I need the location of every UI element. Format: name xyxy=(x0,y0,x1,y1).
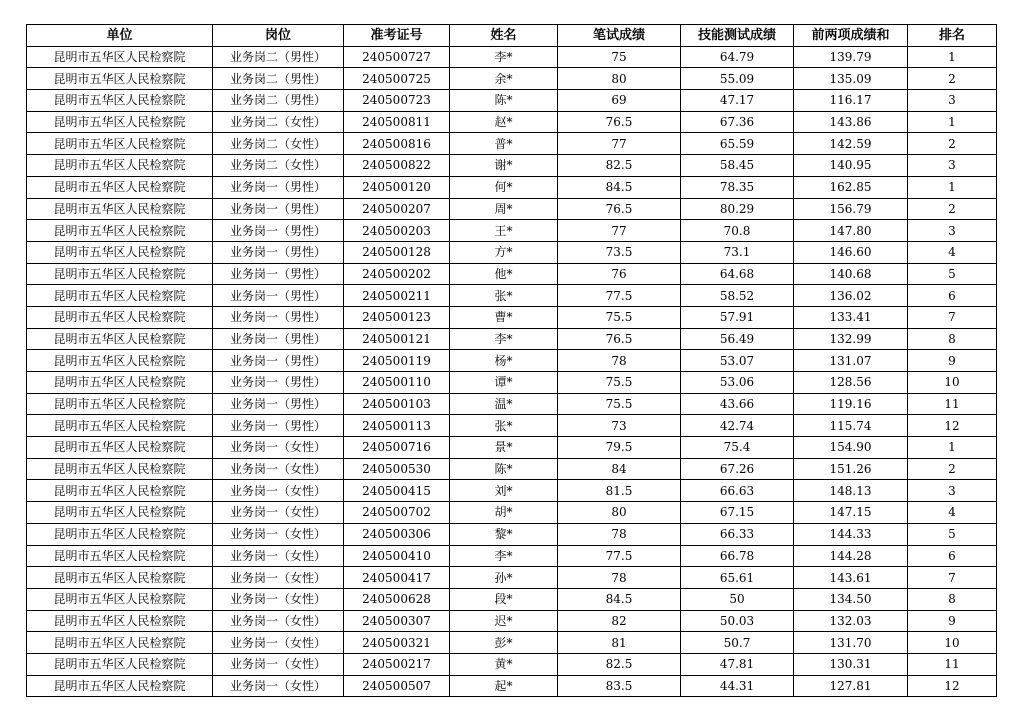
name-cell: 普* xyxy=(450,133,558,155)
exam-id-cell: 240500822 xyxy=(344,155,450,177)
total-score-cell: 144.33 xyxy=(794,523,908,545)
exam-id-cell: 240500123 xyxy=(344,306,450,328)
table-row xyxy=(27,263,997,285)
header-name: 姓名 xyxy=(450,25,558,47)
written-score-cell: 78 xyxy=(558,567,681,589)
skill-score-cell: 56.49 xyxy=(681,328,794,350)
skill-score-cell: 53.07 xyxy=(681,350,794,372)
exam-id-cell: 240500530 xyxy=(344,458,450,480)
total-score-cell: 134.50 xyxy=(794,588,908,610)
skill-score-cell: 57.91 xyxy=(681,306,794,328)
unit-cell: 昆明市五华区人民检察院 xyxy=(27,567,213,589)
written-score-cell: 77 xyxy=(558,133,681,155)
header-exam-id: 准考证号 xyxy=(344,25,450,47)
unit-cell: 昆明市五华区人民检察院 xyxy=(27,588,213,610)
name-cell: 方* xyxy=(450,241,558,263)
position-cell: 业务岗一（女性） xyxy=(213,610,344,632)
unit-cell: 昆明市五华区人民检察院 xyxy=(27,350,213,372)
table-row xyxy=(27,567,997,589)
table-row xyxy=(27,545,997,567)
name-cell: 李* xyxy=(450,545,558,567)
skill-score-cell: 66.63 xyxy=(681,480,794,502)
rank-cell: 8 xyxy=(908,588,997,610)
table-row xyxy=(27,176,997,198)
rank-cell: 2 xyxy=(908,458,997,480)
written-score-cell: 82 xyxy=(558,610,681,632)
unit-cell: 昆明市五华区人民检察院 xyxy=(27,220,213,242)
rank-cell: 2 xyxy=(908,133,997,155)
written-score-cell: 73.5 xyxy=(558,241,681,263)
written-score-cell: 84.5 xyxy=(558,588,681,610)
rank-cell: 1 xyxy=(908,176,997,198)
total-score-cell: 119.16 xyxy=(794,393,908,415)
name-cell: 谭* xyxy=(450,372,558,394)
rank-cell: 2 xyxy=(908,198,997,220)
skill-score-cell: 66.78 xyxy=(681,545,794,567)
written-score-cell: 83.5 xyxy=(558,675,681,697)
total-score-cell: 140.95 xyxy=(794,155,908,177)
unit-cell: 昆明市五华区人民检察院 xyxy=(27,480,213,502)
header-written-score: 笔试成绩 xyxy=(558,25,681,47)
total-score-cell: 140.68 xyxy=(794,263,908,285)
unit-cell: 昆明市五华区人民检察院 xyxy=(27,155,213,177)
written-score-cell: 76 xyxy=(558,263,681,285)
written-score-cell: 77 xyxy=(558,220,681,242)
table-row xyxy=(27,241,997,263)
rank-cell: 3 xyxy=(908,155,997,177)
exam-id-cell: 240500628 xyxy=(344,588,450,610)
written-score-cell: 80 xyxy=(558,68,681,90)
table-row xyxy=(27,285,997,307)
name-cell: 余* xyxy=(450,68,558,90)
written-score-cell: 75.5 xyxy=(558,306,681,328)
position-cell: 业务岗一（男性） xyxy=(213,372,344,394)
table-row xyxy=(27,480,997,502)
total-score-cell: 162.85 xyxy=(794,176,908,198)
rank-cell: 12 xyxy=(908,415,997,437)
skill-score-cell: 78.35 xyxy=(681,176,794,198)
unit-cell: 昆明市五华区人民检察院 xyxy=(27,111,213,133)
rank-cell: 4 xyxy=(908,502,997,524)
exam-id-cell: 240500811 xyxy=(344,111,450,133)
table-row xyxy=(27,155,997,177)
rank-cell: 7 xyxy=(908,306,997,328)
rank-cell: 11 xyxy=(908,393,997,415)
total-score-cell: 143.86 xyxy=(794,111,908,133)
written-score-cell: 76.5 xyxy=(558,328,681,350)
header-position: 岗位 xyxy=(213,25,344,47)
unit-cell: 昆明市五华区人民检察院 xyxy=(27,415,213,437)
total-score-cell: 154.90 xyxy=(794,437,908,459)
total-score-cell: 147.80 xyxy=(794,220,908,242)
exam-id-cell: 240500410 xyxy=(344,545,450,567)
name-cell: 黎* xyxy=(450,523,558,545)
name-cell: 何* xyxy=(450,176,558,198)
skill-score-cell: 42.74 xyxy=(681,415,794,437)
skill-score-cell: 55.09 xyxy=(681,68,794,90)
written-score-cell: 69 xyxy=(558,90,681,112)
total-score-cell: 132.03 xyxy=(794,610,908,632)
name-cell: 李* xyxy=(450,328,558,350)
exam-id-cell: 240500723 xyxy=(344,90,450,112)
unit-cell: 昆明市五华区人民检察院 xyxy=(27,198,213,220)
exam-id-cell: 240500203 xyxy=(344,220,450,242)
name-cell: 曹* xyxy=(450,306,558,328)
name-cell: 陈* xyxy=(450,458,558,480)
rank-cell: 7 xyxy=(908,567,997,589)
exam-id-cell: 240500207 xyxy=(344,198,450,220)
skill-score-cell: 50 xyxy=(681,588,794,610)
position-cell: 业务岗一（女性） xyxy=(213,502,344,524)
position-cell: 业务岗二（男性） xyxy=(213,68,344,90)
unit-cell: 昆明市五华区人民检察院 xyxy=(27,285,213,307)
total-score-cell: 130.31 xyxy=(794,653,908,675)
total-score-cell: 116.17 xyxy=(794,90,908,112)
unit-cell: 昆明市五华区人民检察院 xyxy=(27,632,213,654)
total-score-cell: 131.70 xyxy=(794,632,908,654)
name-cell: 谢* xyxy=(450,155,558,177)
table-row xyxy=(27,415,997,437)
unit-cell: 昆明市五华区人民检察院 xyxy=(27,523,213,545)
exam-id-cell: 240500128 xyxy=(344,241,450,263)
table-row xyxy=(27,437,997,459)
skill-score-cell: 73.1 xyxy=(681,241,794,263)
unit-cell: 昆明市五华区人民检察院 xyxy=(27,241,213,263)
skill-score-cell: 50.03 xyxy=(681,610,794,632)
total-score-cell: 133.41 xyxy=(794,306,908,328)
written-score-cell: 76.5 xyxy=(558,111,681,133)
rank-cell: 10 xyxy=(908,372,997,394)
name-cell: 赵* xyxy=(450,111,558,133)
exam-id-cell: 240500113 xyxy=(344,415,450,437)
position-cell: 业务岗一（男性） xyxy=(213,306,344,328)
skill-score-cell: 64.68 xyxy=(681,263,794,285)
name-cell: 他* xyxy=(450,263,558,285)
exam-id-cell: 240500727 xyxy=(344,46,450,68)
rank-cell: 1 xyxy=(908,437,997,459)
table-row xyxy=(27,306,997,328)
position-cell: 业务岗一（男性） xyxy=(213,393,344,415)
rank-cell: 3 xyxy=(908,90,997,112)
table-row xyxy=(27,523,997,545)
total-score-cell: 139.79 xyxy=(794,46,908,68)
name-cell: 孙* xyxy=(450,567,558,589)
written-score-cell: 81.5 xyxy=(558,480,681,502)
skill-score-cell: 58.45 xyxy=(681,155,794,177)
written-score-cell: 79.5 xyxy=(558,437,681,459)
skill-score-cell: 58.52 xyxy=(681,285,794,307)
exam-id-cell: 240500702 xyxy=(344,502,450,524)
unit-cell: 昆明市五华区人民检察院 xyxy=(27,372,213,394)
name-cell: 段* xyxy=(450,588,558,610)
rank-cell: 5 xyxy=(908,523,997,545)
rank-cell: 6 xyxy=(908,545,997,567)
exam-id-cell: 240500417 xyxy=(344,567,450,589)
skill-score-cell: 47.81 xyxy=(681,653,794,675)
unit-cell: 昆明市五华区人民检察院 xyxy=(27,328,213,350)
written-score-cell: 76.5 xyxy=(558,198,681,220)
skill-score-cell: 53.06 xyxy=(681,372,794,394)
unit-cell: 昆明市五华区人民检察院 xyxy=(27,176,213,198)
written-score-cell: 75 xyxy=(558,46,681,68)
unit-cell: 昆明市五华区人民检察院 xyxy=(27,502,213,524)
exam-id-cell: 240500217 xyxy=(344,653,450,675)
total-score-cell: 115.74 xyxy=(794,415,908,437)
total-score-cell: 146.60 xyxy=(794,241,908,263)
position-cell: 业务岗一（女性） xyxy=(213,653,344,675)
exam-id-cell: 240500103 xyxy=(344,393,450,415)
total-score-cell: 135.09 xyxy=(794,68,908,90)
name-cell: 迟* xyxy=(450,610,558,632)
table-body xyxy=(27,46,997,697)
unit-cell: 昆明市五华区人民检察院 xyxy=(27,68,213,90)
name-cell: 张* xyxy=(450,415,558,437)
unit-cell: 昆明市五华区人民检察院 xyxy=(27,675,213,697)
exam-id-cell: 240500415 xyxy=(344,480,450,502)
unit-cell: 昆明市五华区人民检察院 xyxy=(27,90,213,112)
skill-score-cell: 65.61 xyxy=(681,567,794,589)
table-row xyxy=(27,632,997,654)
exam-id-cell: 240500306 xyxy=(344,523,450,545)
skill-score-cell: 66.33 xyxy=(681,523,794,545)
table-row xyxy=(27,328,997,350)
name-cell: 刘* xyxy=(450,480,558,502)
score-table xyxy=(26,24,997,697)
rank-cell: 3 xyxy=(908,480,997,502)
total-score-cell: 143.61 xyxy=(794,567,908,589)
rank-cell: 6 xyxy=(908,285,997,307)
exam-id-cell: 240500202 xyxy=(344,263,450,285)
skill-score-cell: 67.15 xyxy=(681,502,794,524)
position-cell: 业务岗二（女性） xyxy=(213,155,344,177)
name-cell: 王* xyxy=(450,220,558,242)
rank-cell: 2 xyxy=(908,68,997,90)
exam-id-cell: 240500725 xyxy=(344,68,450,90)
total-score-cell: 148.13 xyxy=(794,480,908,502)
skill-score-cell: 70.8 xyxy=(681,220,794,242)
skill-score-cell: 67.36 xyxy=(681,111,794,133)
total-score-cell: 127.81 xyxy=(794,675,908,697)
name-cell: 周* xyxy=(450,198,558,220)
rank-cell: 12 xyxy=(908,675,997,697)
exam-id-cell: 240500120 xyxy=(344,176,450,198)
skill-score-cell: 65.59 xyxy=(681,133,794,155)
header-total-score: 前两项成绩和 xyxy=(794,25,908,47)
total-score-cell: 147.15 xyxy=(794,502,908,524)
exam-id-cell: 240500716 xyxy=(344,437,450,459)
total-score-cell: 142.59 xyxy=(794,133,908,155)
table-row xyxy=(27,372,997,394)
skill-score-cell: 50.7 xyxy=(681,632,794,654)
unit-cell: 昆明市五华区人民检察院 xyxy=(27,46,213,68)
skill-score-cell: 80.29 xyxy=(681,198,794,220)
table-row xyxy=(27,393,997,415)
unit-cell: 昆明市五华区人民检察院 xyxy=(27,458,213,480)
written-score-cell: 84.5 xyxy=(558,176,681,198)
name-cell: 张* xyxy=(450,285,558,307)
unit-cell: 昆明市五华区人民检察院 xyxy=(27,263,213,285)
written-score-cell: 77.5 xyxy=(558,285,681,307)
exam-id-cell: 240500321 xyxy=(344,632,450,654)
skill-score-cell: 43.66 xyxy=(681,393,794,415)
written-score-cell: 78 xyxy=(558,523,681,545)
name-cell: 起* xyxy=(450,675,558,697)
skill-score-cell: 47.17 xyxy=(681,90,794,112)
unit-cell: 昆明市五华区人民检察院 xyxy=(27,653,213,675)
position-cell: 业务岗一（男性） xyxy=(213,328,344,350)
unit-cell: 昆明市五华区人民检察院 xyxy=(27,393,213,415)
skill-score-cell: 67.26 xyxy=(681,458,794,480)
rank-cell: 1 xyxy=(908,111,997,133)
position-cell: 业务岗二（男性） xyxy=(213,46,344,68)
table-row xyxy=(27,198,997,220)
header-skill-score: 技能测试成绩 xyxy=(681,25,794,47)
rank-cell: 4 xyxy=(908,241,997,263)
position-cell: 业务岗一（男性） xyxy=(213,241,344,263)
total-score-cell: 156.79 xyxy=(794,198,908,220)
table-row xyxy=(27,350,997,372)
position-cell: 业务岗二（男性） xyxy=(213,90,344,112)
position-cell: 业务岗一（女性） xyxy=(213,437,344,459)
position-cell: 业务岗一（男性） xyxy=(213,198,344,220)
table-row xyxy=(27,111,997,133)
name-cell: 景* xyxy=(450,437,558,459)
table-row xyxy=(27,133,997,155)
written-score-cell: 77.5 xyxy=(558,545,681,567)
rank-cell: 10 xyxy=(908,632,997,654)
position-cell: 业务岗一（女性） xyxy=(213,632,344,654)
name-cell: 彭* xyxy=(450,632,558,654)
name-cell: 胡* xyxy=(450,502,558,524)
exam-id-cell: 240500110 xyxy=(344,372,450,394)
rank-cell: 5 xyxy=(908,263,997,285)
table-row xyxy=(27,220,997,242)
unit-cell: 昆明市五华区人民检察院 xyxy=(27,610,213,632)
rank-cell: 8 xyxy=(908,328,997,350)
total-score-cell: 151.26 xyxy=(794,458,908,480)
exam-id-cell: 240500307 xyxy=(344,610,450,632)
table-row xyxy=(27,610,997,632)
unit-cell: 昆明市五华区人民检察院 xyxy=(27,306,213,328)
position-cell: 业务岗一（女性） xyxy=(213,480,344,502)
position-cell: 业务岗二（女性） xyxy=(213,111,344,133)
table-row xyxy=(27,502,997,524)
position-cell: 业务岗一（男性） xyxy=(213,263,344,285)
written-score-cell: 75.5 xyxy=(558,372,681,394)
table-row xyxy=(27,46,997,68)
written-score-cell: 82.5 xyxy=(558,653,681,675)
rank-cell: 11 xyxy=(908,653,997,675)
total-score-cell: 144.28 xyxy=(794,545,908,567)
exam-id-cell: 240500211 xyxy=(344,285,450,307)
name-cell: 李* xyxy=(450,46,558,68)
position-cell: 业务岗一（女性） xyxy=(213,545,344,567)
exam-id-cell: 240500119 xyxy=(344,350,450,372)
header-unit: 单位 xyxy=(27,25,213,47)
position-cell: 业务岗一（女性） xyxy=(213,458,344,480)
position-cell: 业务岗二（女性） xyxy=(213,133,344,155)
position-cell: 业务岗一（女性） xyxy=(213,567,344,589)
skill-score-cell: 44.31 xyxy=(681,675,794,697)
table-row xyxy=(27,653,997,675)
position-cell: 业务岗一（男性） xyxy=(213,350,344,372)
rank-cell: 9 xyxy=(908,610,997,632)
position-cell: 业务岗一（男性） xyxy=(213,176,344,198)
written-score-cell: 84 xyxy=(558,458,681,480)
table-row xyxy=(27,458,997,480)
total-score-cell: 132.99 xyxy=(794,328,908,350)
exam-id-cell: 240500507 xyxy=(344,675,450,697)
position-cell: 业务岗一（男性） xyxy=(213,220,344,242)
rank-cell: 1 xyxy=(908,46,997,68)
unit-cell: 昆明市五华区人民检察院 xyxy=(27,437,213,459)
header-row xyxy=(27,25,997,47)
skill-score-cell: 75.4 xyxy=(681,437,794,459)
total-score-cell: 128.56 xyxy=(794,372,908,394)
total-score-cell: 136.02 xyxy=(794,285,908,307)
name-cell: 黄* xyxy=(450,653,558,675)
table-row xyxy=(27,588,997,610)
position-cell: 业务岗一（男性） xyxy=(213,285,344,307)
unit-cell: 昆明市五华区人民检察院 xyxy=(27,545,213,567)
exam-id-cell: 240500121 xyxy=(344,328,450,350)
position-cell: 业务岗一（女性） xyxy=(213,588,344,610)
written-score-cell: 82.5 xyxy=(558,155,681,177)
exam-id-cell: 240500816 xyxy=(344,133,450,155)
position-cell: 业务岗一（男性） xyxy=(213,415,344,437)
written-score-cell: 81 xyxy=(558,632,681,654)
skill-score-cell: 64.79 xyxy=(681,46,794,68)
table-row xyxy=(27,90,997,112)
position-cell: 业务岗一（女性） xyxy=(213,675,344,697)
position-cell: 业务岗一（女性） xyxy=(213,523,344,545)
table-row xyxy=(27,68,997,90)
name-cell: 温* xyxy=(450,393,558,415)
rank-cell: 3 xyxy=(908,220,997,242)
written-score-cell: 78 xyxy=(558,350,681,372)
rank-cell: 9 xyxy=(908,350,997,372)
written-score-cell: 80 xyxy=(558,502,681,524)
unit-cell: 昆明市五华区人民检察院 xyxy=(27,133,213,155)
name-cell: 杨* xyxy=(450,350,558,372)
written-score-cell: 75.5 xyxy=(558,393,681,415)
written-score-cell: 73 xyxy=(558,415,681,437)
name-cell: 陈* xyxy=(450,90,558,112)
header-rank: 排名 xyxy=(908,25,997,47)
total-score-cell: 131.07 xyxy=(794,350,908,372)
table-row xyxy=(27,675,997,697)
